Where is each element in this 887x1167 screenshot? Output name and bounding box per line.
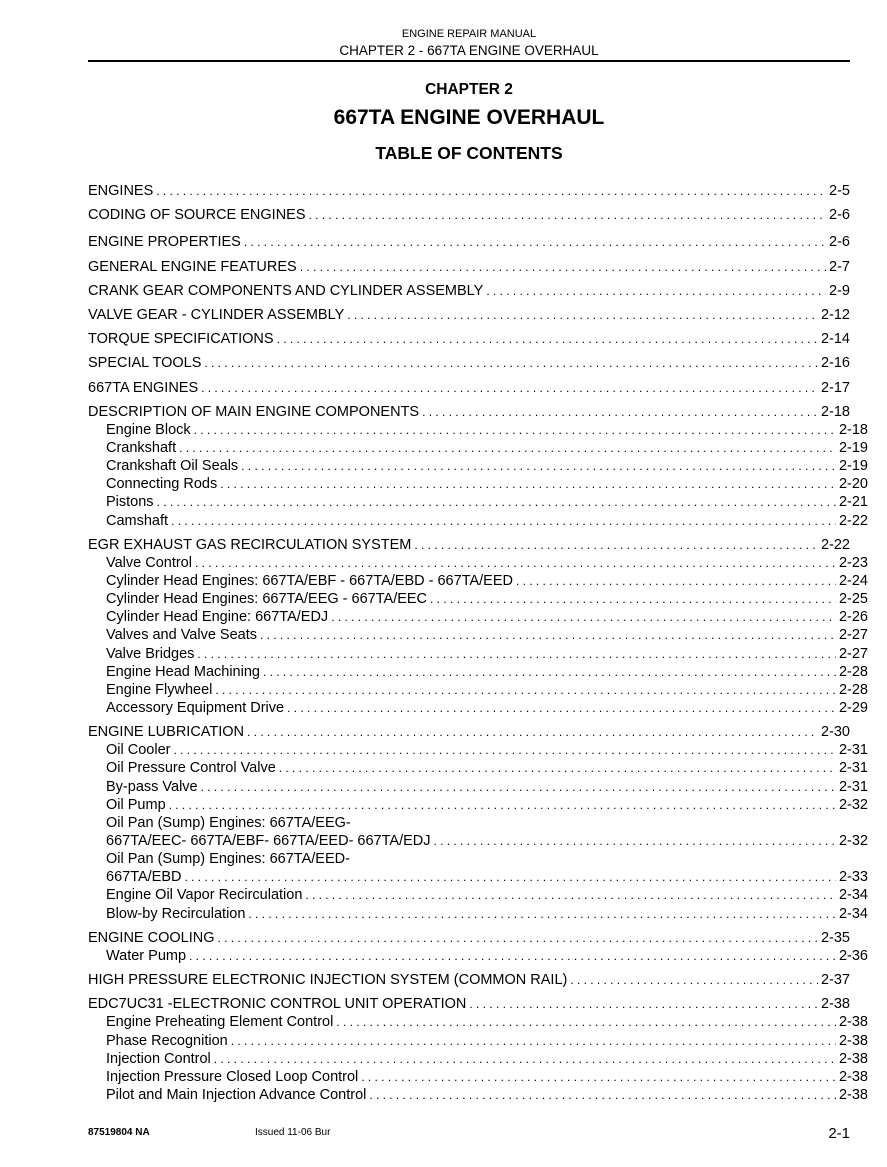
running-header-chapter: CHAPTER 2 - 667TA ENGINE OVERHAUL <box>339 43 599 58</box>
toc-entry[interactable] <box>88 354 850 372</box>
dot-leader <box>173 741 836 759</box>
toc-entry-page: 2-6 <box>829 207 850 223</box>
toc-entry-title: Valve Control <box>106 555 192 571</box>
toc-entry-page: 2-24 <box>838 573 868 589</box>
toc-entry-title: TORQUE SPECIFICATIONS <box>88 331 274 347</box>
dot-leader <box>241 457 836 475</box>
toc-entry[interactable] <box>88 554 868 572</box>
toc-entry-page: 2-34 <box>838 887 868 903</box>
toc-entry-page: 2-31 <box>838 760 868 776</box>
toc-entry-page: 2-17 <box>820 380 850 396</box>
toc-entry-title: Engine Oil Vapor Recirculation <box>106 887 303 903</box>
toc-entry-page: 2-29 <box>838 700 868 716</box>
toc-entry-page: 2-26 <box>838 609 868 625</box>
toc-entry[interactable] <box>88 699 868 717</box>
dot-leader <box>260 626 836 644</box>
toc-entry[interactable] <box>88 403 850 421</box>
toc-entry-page: 2-28 <box>838 664 868 680</box>
toc-entry[interactable] <box>88 1032 868 1050</box>
toc-entry[interactable] <box>88 723 850 741</box>
dot-leader <box>434 832 836 850</box>
toc-entry-title: GENERAL ENGINE FEATURES <box>88 259 297 275</box>
toc-entry-page: 2-32 <box>838 833 868 849</box>
toc-entry-title: Cylinder Head Engines: 667TA/EEG - 667TA/EEC <box>106 591 428 607</box>
dot-leader <box>201 379 818 397</box>
toc-entry[interactable] <box>88 850 868 868</box>
dot-leader <box>331 608 836 626</box>
toc-entry-page: 2-5 <box>829 183 850 199</box>
toc-entry[interactable] <box>88 832 868 850</box>
toc-entry-title: 667TA/EEC- 667TA/EBF- 667TA/EED- 667TA/EDJ <box>106 833 431 849</box>
toc-entry-title: Pilot and Main Injection Advance Control <box>106 1087 367 1103</box>
dot-leader <box>300 258 826 276</box>
toc-entry[interactable] <box>88 182 850 200</box>
toc-entry-title: ENGINE LUBRICATION <box>88 724 245 740</box>
toc-entry-page: 2-28 <box>838 682 868 698</box>
toc-entry[interactable] <box>88 536 850 554</box>
toc-entry-page: 2-32 <box>838 797 868 813</box>
toc-entry-title: SPECIAL TOOLS <box>88 355 202 371</box>
dot-leader <box>171 512 836 530</box>
dot-leader <box>369 1086 836 1104</box>
toc-entry-title: Engine Preheating Element Control <box>106 1014 334 1030</box>
toc-entry-page: 2-30 <box>820 724 850 740</box>
toc-entry-page: 2-27 <box>838 627 868 643</box>
toc-entry[interactable] <box>88 206 850 224</box>
dot-leader <box>516 572 836 590</box>
dot-leader <box>570 971 818 989</box>
toc-entry[interactable] <box>88 475 868 493</box>
toc-entry[interactable] <box>88 233 850 251</box>
dot-leader <box>305 886 836 904</box>
toc-entry[interactable] <box>88 814 868 832</box>
dot-leader <box>263 663 836 681</box>
dot-leader <box>277 330 818 348</box>
dot-leader <box>309 206 827 224</box>
toc-entry-title: By-pass Valve <box>106 779 198 795</box>
toc-entry-page: 2-12 <box>820 307 850 323</box>
toc-entry[interactable] <box>88 663 868 681</box>
dot-leader <box>179 439 836 457</box>
dot-leader <box>244 233 826 251</box>
toc-entry-title: CODING OF SOURCE ENGINES <box>88 207 306 223</box>
dot-leader <box>336 1013 836 1031</box>
toc-entry[interactable] <box>88 1068 868 1086</box>
document-number: 87519804 NA <box>88 1127 150 1138</box>
dot-leader <box>220 475 836 493</box>
toc-entry[interactable] <box>88 778 868 796</box>
dot-leader <box>361 1068 836 1086</box>
toc-entry-page: 2-38 <box>838 1033 868 1049</box>
toc-entry-page: 2-18 <box>838 422 868 438</box>
toc-entry-title: CRANK GEAR COMPONENTS AND CYLINDER ASSEMBLY <box>88 283 484 299</box>
toc-entry-title: Oil Pan (Sump) Engines: 667TA/EEG- <box>106 815 351 831</box>
toc-entry[interactable] <box>88 626 868 644</box>
dot-leader <box>218 929 818 947</box>
dot-leader <box>287 699 836 717</box>
toc-entry[interactable] <box>88 929 850 947</box>
dot-leader <box>169 796 836 814</box>
toc-entry[interactable] <box>88 572 868 590</box>
toc-entry-title: VALVE GEAR - CYLINDER ASSEMBLY <box>88 307 345 323</box>
toc-entry-page: 2-14 <box>820 331 850 347</box>
toc-entry-title: Water Pump <box>106 948 187 964</box>
toc-entry-title: Engine Head Machining <box>106 664 260 680</box>
toc-entry[interactable] <box>88 330 850 348</box>
toc-entry-page: 2-18 <box>820 404 850 420</box>
toc-entry-title: 667TA ENGINES <box>88 380 199 396</box>
toc-entry[interactable] <box>88 947 868 965</box>
dot-leader <box>201 778 836 796</box>
dot-leader <box>414 536 818 554</box>
toc-entry-page: 2-20 <box>838 476 868 492</box>
page-footer <box>88 1125 850 1145</box>
toc-entry-title: Valves and Valve Seats <box>106 627 257 643</box>
toc-entry-title: Valve Bridges <box>106 646 195 662</box>
toc-entry-title: Oil Pressure Control Valve <box>106 760 276 776</box>
toc-entry-title: Injection Pressure Closed Loop Control <box>106 1069 359 1085</box>
toc-entry[interactable] <box>88 886 868 904</box>
toc-entry-page: 2-34 <box>838 906 868 922</box>
toc-entry[interactable] <box>88 590 868 608</box>
toc-entry[interactable] <box>88 971 850 989</box>
dot-leader <box>195 554 836 572</box>
dot-leader <box>231 1032 836 1050</box>
toc-entry[interactable] <box>88 282 850 300</box>
toc-entry-page: 2-22 <box>820 537 850 553</box>
toc-entry[interactable] <box>88 796 868 814</box>
toc-entry-title: Camshaft <box>106 513 169 529</box>
toc-entry-page: 2-35 <box>820 930 850 946</box>
toc-entry[interactable] <box>88 1086 868 1104</box>
dot-leader <box>422 403 818 421</box>
toc-entry[interactable] <box>88 421 868 439</box>
dot-leader <box>248 905 836 923</box>
toc-entry-page: 2-38 <box>838 1087 868 1103</box>
dot-leader <box>430 590 836 608</box>
chapter-number: CHAPTER 2 <box>425 81 513 98</box>
toc-entry-page: 2-38 <box>820 996 850 1012</box>
toc-entry[interactable] <box>88 493 868 511</box>
toc-entry-page: 2-19 <box>838 458 868 474</box>
toc-entry-page: 2-36 <box>838 948 868 964</box>
dot-leader <box>156 182 826 200</box>
toc-entry-title: ENGINE COOLING <box>88 930 215 946</box>
toc-entry-title: DESCRIPTION OF MAIN ENGINE COMPONENTS <box>88 404 420 420</box>
toc-entry-title: Cylinder Head Engine: 667TA/EDJ <box>106 609 329 625</box>
dot-leader <box>215 681 836 699</box>
dot-leader <box>189 947 836 965</box>
toc-entry-page: 2-38 <box>838 1014 868 1030</box>
toc-entry-title: Engine Flywheel <box>106 682 213 698</box>
toc-entry-page: 2-38 <box>838 1069 868 1085</box>
toc-entry[interactable] <box>88 439 868 457</box>
dot-leader <box>157 493 836 511</box>
toc-entry[interactable] <box>88 306 850 324</box>
toc-entry-page: 2-31 <box>838 742 868 758</box>
toc-entry[interactable] <box>88 868 868 886</box>
toc-entry[interactable] <box>88 995 850 1013</box>
running-header-manual: ENGINE REPAIR MANUAL <box>401 28 537 40</box>
dot-leader <box>347 306 818 324</box>
toc-entry-title: EGR EXHAUST GAS RECIRCULATION SYSTEM <box>88 537 412 553</box>
toc-entry-title: EDC7UC31 -ELECTRONIC CONTROL UNIT OPERATION <box>88 996 467 1012</box>
toc-entry-page: 2-16 <box>820 355 850 371</box>
dot-leader <box>469 995 818 1013</box>
dot-leader <box>247 723 818 741</box>
dot-leader <box>204 354 818 372</box>
toc-entry-title: Crankshaft Oil Seals <box>106 458 239 474</box>
page-number: 2-1 <box>828 1125 850 1142</box>
toc-entry-title: Phase Recognition <box>106 1033 228 1049</box>
chapter-title: 667TA ENGINE OVERHAUL <box>333 106 605 129</box>
toc-entry-title: Oil Pump <box>106 797 166 813</box>
toc-entry-page: 2-7 <box>829 259 850 275</box>
toc-entry-title: Injection Control <box>106 1051 211 1067</box>
toc-entry-page: 2-23 <box>838 555 868 571</box>
toc-entry-title: ENGINES <box>88 183 154 199</box>
toc-entry[interactable] <box>88 457 868 475</box>
toc-entry-title: Oil Pan (Sump) Engines: 667TA/EED- <box>106 851 350 867</box>
toc-entry[interactable] <box>88 1013 868 1031</box>
toc-entry-page: 2-38 <box>838 1051 868 1067</box>
toc-entry-page: 2-19 <box>838 440 868 456</box>
issue-info: Issued 11-06 Bur <box>255 1127 331 1138</box>
toc-heading: TABLE OF CONTENTS <box>375 143 563 163</box>
dot-leader <box>486 282 826 300</box>
toc-entry-title: Blow-by Recirculation <box>106 906 246 922</box>
toc-entry-page: 2-21 <box>838 494 868 510</box>
toc-entry-title: Accessory Equipment Drive <box>106 700 285 716</box>
toc-entry-title: Crankshaft <box>106 440 177 456</box>
toc-entry[interactable] <box>88 905 868 923</box>
dot-leader <box>279 759 836 777</box>
toc-entry-title: Connecting Rods <box>106 476 218 492</box>
dot-leader <box>194 421 836 439</box>
toc-entry-title: Oil Cooler <box>106 742 171 758</box>
toc-entry-title: 667TA/EBD <box>106 869 182 885</box>
toc-entry[interactable] <box>88 1050 868 1068</box>
dot-leader <box>197 645 836 663</box>
toc-entry-title: HIGH PRESSURE ELECTRONIC INJECTION SYSTEM (COMMON RAIL) <box>88 972 568 988</box>
toc-entry-page: 2-9 <box>829 283 850 299</box>
toc-entry[interactable] <box>88 258 850 276</box>
toc-entry-page: 2-37 <box>820 972 850 988</box>
toc-entry[interactable] <box>88 645 868 663</box>
toc-entry-title: Engine Block <box>106 422 191 438</box>
toc-entry-page: 2-25 <box>838 591 868 607</box>
toc-entry-title: Cylinder Head Engines: 667TA/EBF - 667TA/EBD - 667TA/EED <box>106 573 513 589</box>
toc-entry[interactable] <box>88 681 868 699</box>
toc-entry-title: ENGINE PROPERTIES <box>88 234 241 250</box>
toc-entry[interactable] <box>88 759 868 777</box>
toc-entry[interactable] <box>88 608 868 626</box>
header-rule <box>88 60 850 62</box>
toc-entry-page: 2-33 <box>838 869 868 885</box>
toc-entry[interactable] <box>88 379 850 397</box>
toc-entry-title: Pistons <box>106 494 154 510</box>
dot-leader <box>214 1050 836 1068</box>
toc-entry-page: 2-22 <box>838 513 868 529</box>
toc-entry-page: 2-31 <box>838 779 868 795</box>
toc-entry-page: 2-27 <box>838 646 868 662</box>
toc-entry-page: 2-6 <box>829 234 850 250</box>
toc-entry[interactable] <box>88 512 868 530</box>
dot-leader <box>185 868 836 886</box>
toc-entry[interactable] <box>88 741 868 759</box>
